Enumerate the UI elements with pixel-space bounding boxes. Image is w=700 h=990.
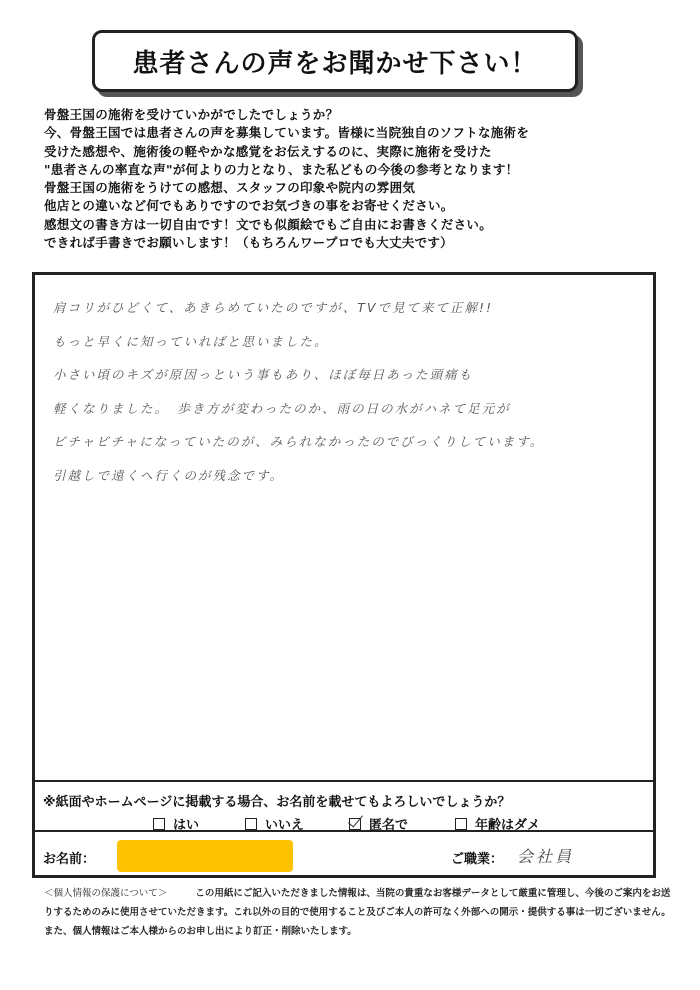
name-label: お名前： [43,852,96,867]
privacy-text: また、個人情報はご本人様からのお申し出により訂正・削除いたします。 [44,926,357,937]
comment-line: 引越しで遠くへ行くのが残念です。 [53,467,285,483]
checkbox-no-age[interactable] [455,818,467,830]
comment-line: 小さい頃のキズが原因っという事もあり、ほぼ毎日あった頭痛も [53,367,474,382]
intro-text [44,106,664,252]
comment-line: もっと早くに知っていればと思いました。 [53,333,329,349]
option-label: 匿名で [369,818,409,833]
intro-line: 受けた感想や、施術後の軽やかな感覚をお伝えするのに、実際に施術を受けた [44,143,492,159]
intro-line: 骨盤王国の施術をうけての感想、スタッフの印象や院内の雰囲気 [44,180,416,196]
intro-line: 他店との違いなど何でもありですのでお気づきの事をお寄せください。 [44,198,454,214]
page-title: 患者さんの声をお聞かせ下さい！ [132,48,538,79]
privacy-notice [44,884,674,941]
title-box [92,30,578,92]
name-field-redacted[interactable] [117,840,293,872]
name-consent-section [35,780,653,832]
intro-line: 感想文の書き方は一切自由です！文でも似顔絵でもご自由にお書きください。 [44,216,493,232]
option-label: はい [173,818,200,833]
checkbox-no[interactable] [245,818,257,830]
handwritten-comment [53,295,643,496]
intro-line: できれば手書きでお願いします！（もちろんワープロでも大丈夫です） [44,235,453,251]
checkbox-yes[interactable] [153,818,165,830]
comment-line: ビチャビチャになっていたのが、みられなかったのでびっくりしています。 [53,434,545,449]
intro-line: 今、骨盤王国では患者さんの声を募集しています。皆様に当院独自のソフトな施術を [44,125,530,141]
occupation-label: ご職業： [451,852,504,867]
name-occupation-row [35,830,653,875]
intro-line: "患者さんの率直な声"が何よりの力となり、また私どもの今後の参考となります！ [44,161,519,177]
privacy-text: りするためのみに使用させていただきます。これ以外の目的で使用すること及びご本人の許可なく外部への開示・提供する事は一切ございません。 [44,907,671,918]
option-label: 年齢はダメ [475,818,541,833]
consent-question: ※紙面やホームページに掲載する場合、お名前を載せてもよろしいでしょうか？ [43,795,511,810]
intro-line: 骨盤王国の施術を受けていかがでしたでしょうか？ [44,107,339,122]
privacy-text: この用紙にご記入いただきました情報は、当院の貴重なお客様データとして厳重に管理し、今後のご案内をお送 [195,888,671,899]
comment-line: 肩コリがひどくて、あきらめていたのですが、TVで見て来て正解!! [53,300,493,315]
comment-line: 軽くなりました。 歩き方が変わったのか、雨の日の水がハネて足元が [53,400,511,416]
privacy-heading: ＜個人情報の保護について＞ [44,888,168,899]
checkbox-anonymous[interactable] [349,818,361,830]
occupation-value: 会社員 [517,847,575,866]
option-label: いいえ [265,818,305,833]
comment-form-frame [32,272,656,878]
